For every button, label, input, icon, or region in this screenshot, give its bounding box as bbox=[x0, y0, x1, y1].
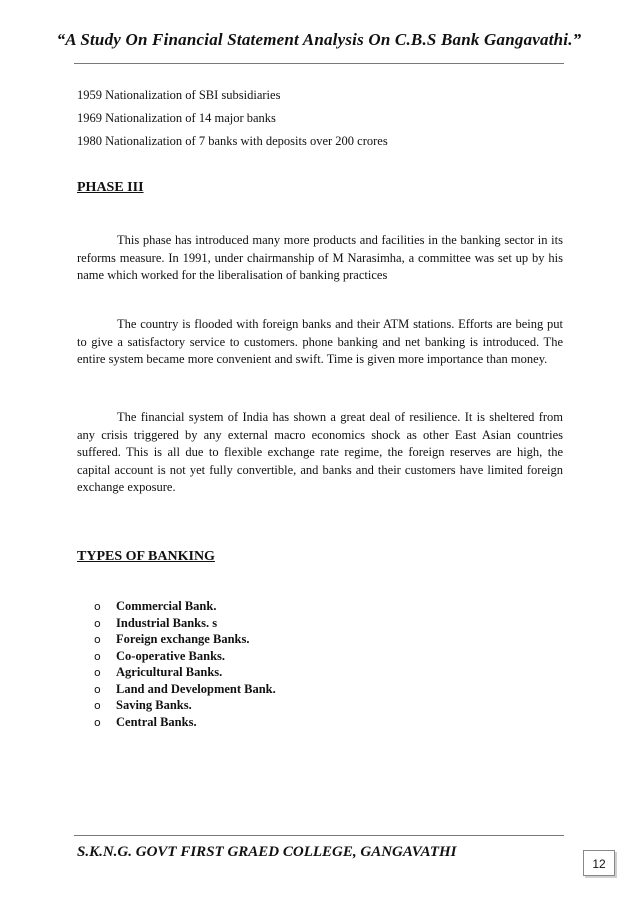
list-item-label: Central Banks. bbox=[116, 714, 197, 729]
header-divider bbox=[74, 63, 564, 64]
paragraph-text: The country is flooded with foreign banks and their ATM stations. Efforts are being put to give a satisfactory service to customers. phone banking and net banking is introduced. The entire system became more convenient and swift. Time is given more importance than money. bbox=[77, 317, 563, 366]
list-item bbox=[94, 664, 276, 681]
phase-iii-paragraph-3 bbox=[77, 409, 563, 497]
list-item bbox=[94, 714, 276, 731]
bullet-icon: o bbox=[94, 633, 101, 646]
list-item-label: Agricultural Banks. bbox=[116, 665, 223, 679]
bullet-icon: o bbox=[94, 616, 101, 630]
page-number-box: 12 bbox=[583, 850, 615, 876]
list-item bbox=[94, 631, 276, 648]
list-item bbox=[94, 615, 276, 632]
list-item-label: Land and Development Bank. bbox=[116, 681, 276, 696]
history-item-1959: 1959 Nationalization of SBI subsidiaries bbox=[77, 88, 281, 102]
list-item-label: Industrial Banks. s bbox=[116, 615, 218, 630]
paragraph-text: This phase has introduced many more products and facilities in the banking sector in its reforms measure. In 1991, under chairmanship of M Narasimha, a committee was set up by his name which worked for the liberalisation of banking practices bbox=[77, 233, 563, 282]
banking-types-list bbox=[94, 598, 276, 730]
page-header-title: “A Study On Financial Statement Analysis On C.B.S Bank Gangavathi.” bbox=[56, 30, 582, 49]
history-item-1980: 1980 Nationalization of 7 banks with deposits over 200 crores bbox=[77, 134, 388, 148]
types-of-banking-heading: TYPES OF BANKING bbox=[77, 549, 215, 564]
bullet-icon: o bbox=[94, 649, 101, 663]
list-item-label: Foreign exchange Banks. bbox=[116, 632, 250, 646]
phase-iii-paragraph-2 bbox=[77, 316, 563, 369]
footer-divider bbox=[74, 835, 564, 836]
list-item bbox=[94, 648, 276, 665]
bullet-icon: o bbox=[94, 682, 101, 696]
list-item-label: Commercial Bank. bbox=[116, 599, 217, 613]
bullet-icon: o bbox=[94, 715, 101, 729]
phase-iii-paragraph-1 bbox=[77, 232, 563, 285]
list-item bbox=[94, 598, 276, 615]
list-item-label: Co-operative Banks. bbox=[116, 648, 226, 663]
bullet-icon: o bbox=[94, 666, 101, 679]
list-item-label: Saving Banks. bbox=[116, 698, 192, 712]
paragraph-text: The financial system of India has shown a great deal of resilience. It is sheltered from any crisis triggered by any external macro economics shock as other East Asian countries suffered. This is all due to flexible exchange rate regime, the foreign reserves are high, the capital account is not yet fully convertible, and banks and their customers have limited foreign exchange exposure. bbox=[77, 410, 563, 494]
bullet-icon: o bbox=[94, 600, 101, 613]
list-item bbox=[94, 697, 276, 714]
history-item-1969: 1969 Nationalization of 14 major banks bbox=[77, 111, 276, 125]
list-item bbox=[94, 681, 276, 698]
bullet-icon: o bbox=[94, 699, 101, 712]
footer-college-name: S.K.N.G. GOVT FIRST GRAED COLLEGE, GANGAVATHI bbox=[77, 844, 457, 860]
phase-iii-heading: PHASE III bbox=[77, 180, 144, 195]
